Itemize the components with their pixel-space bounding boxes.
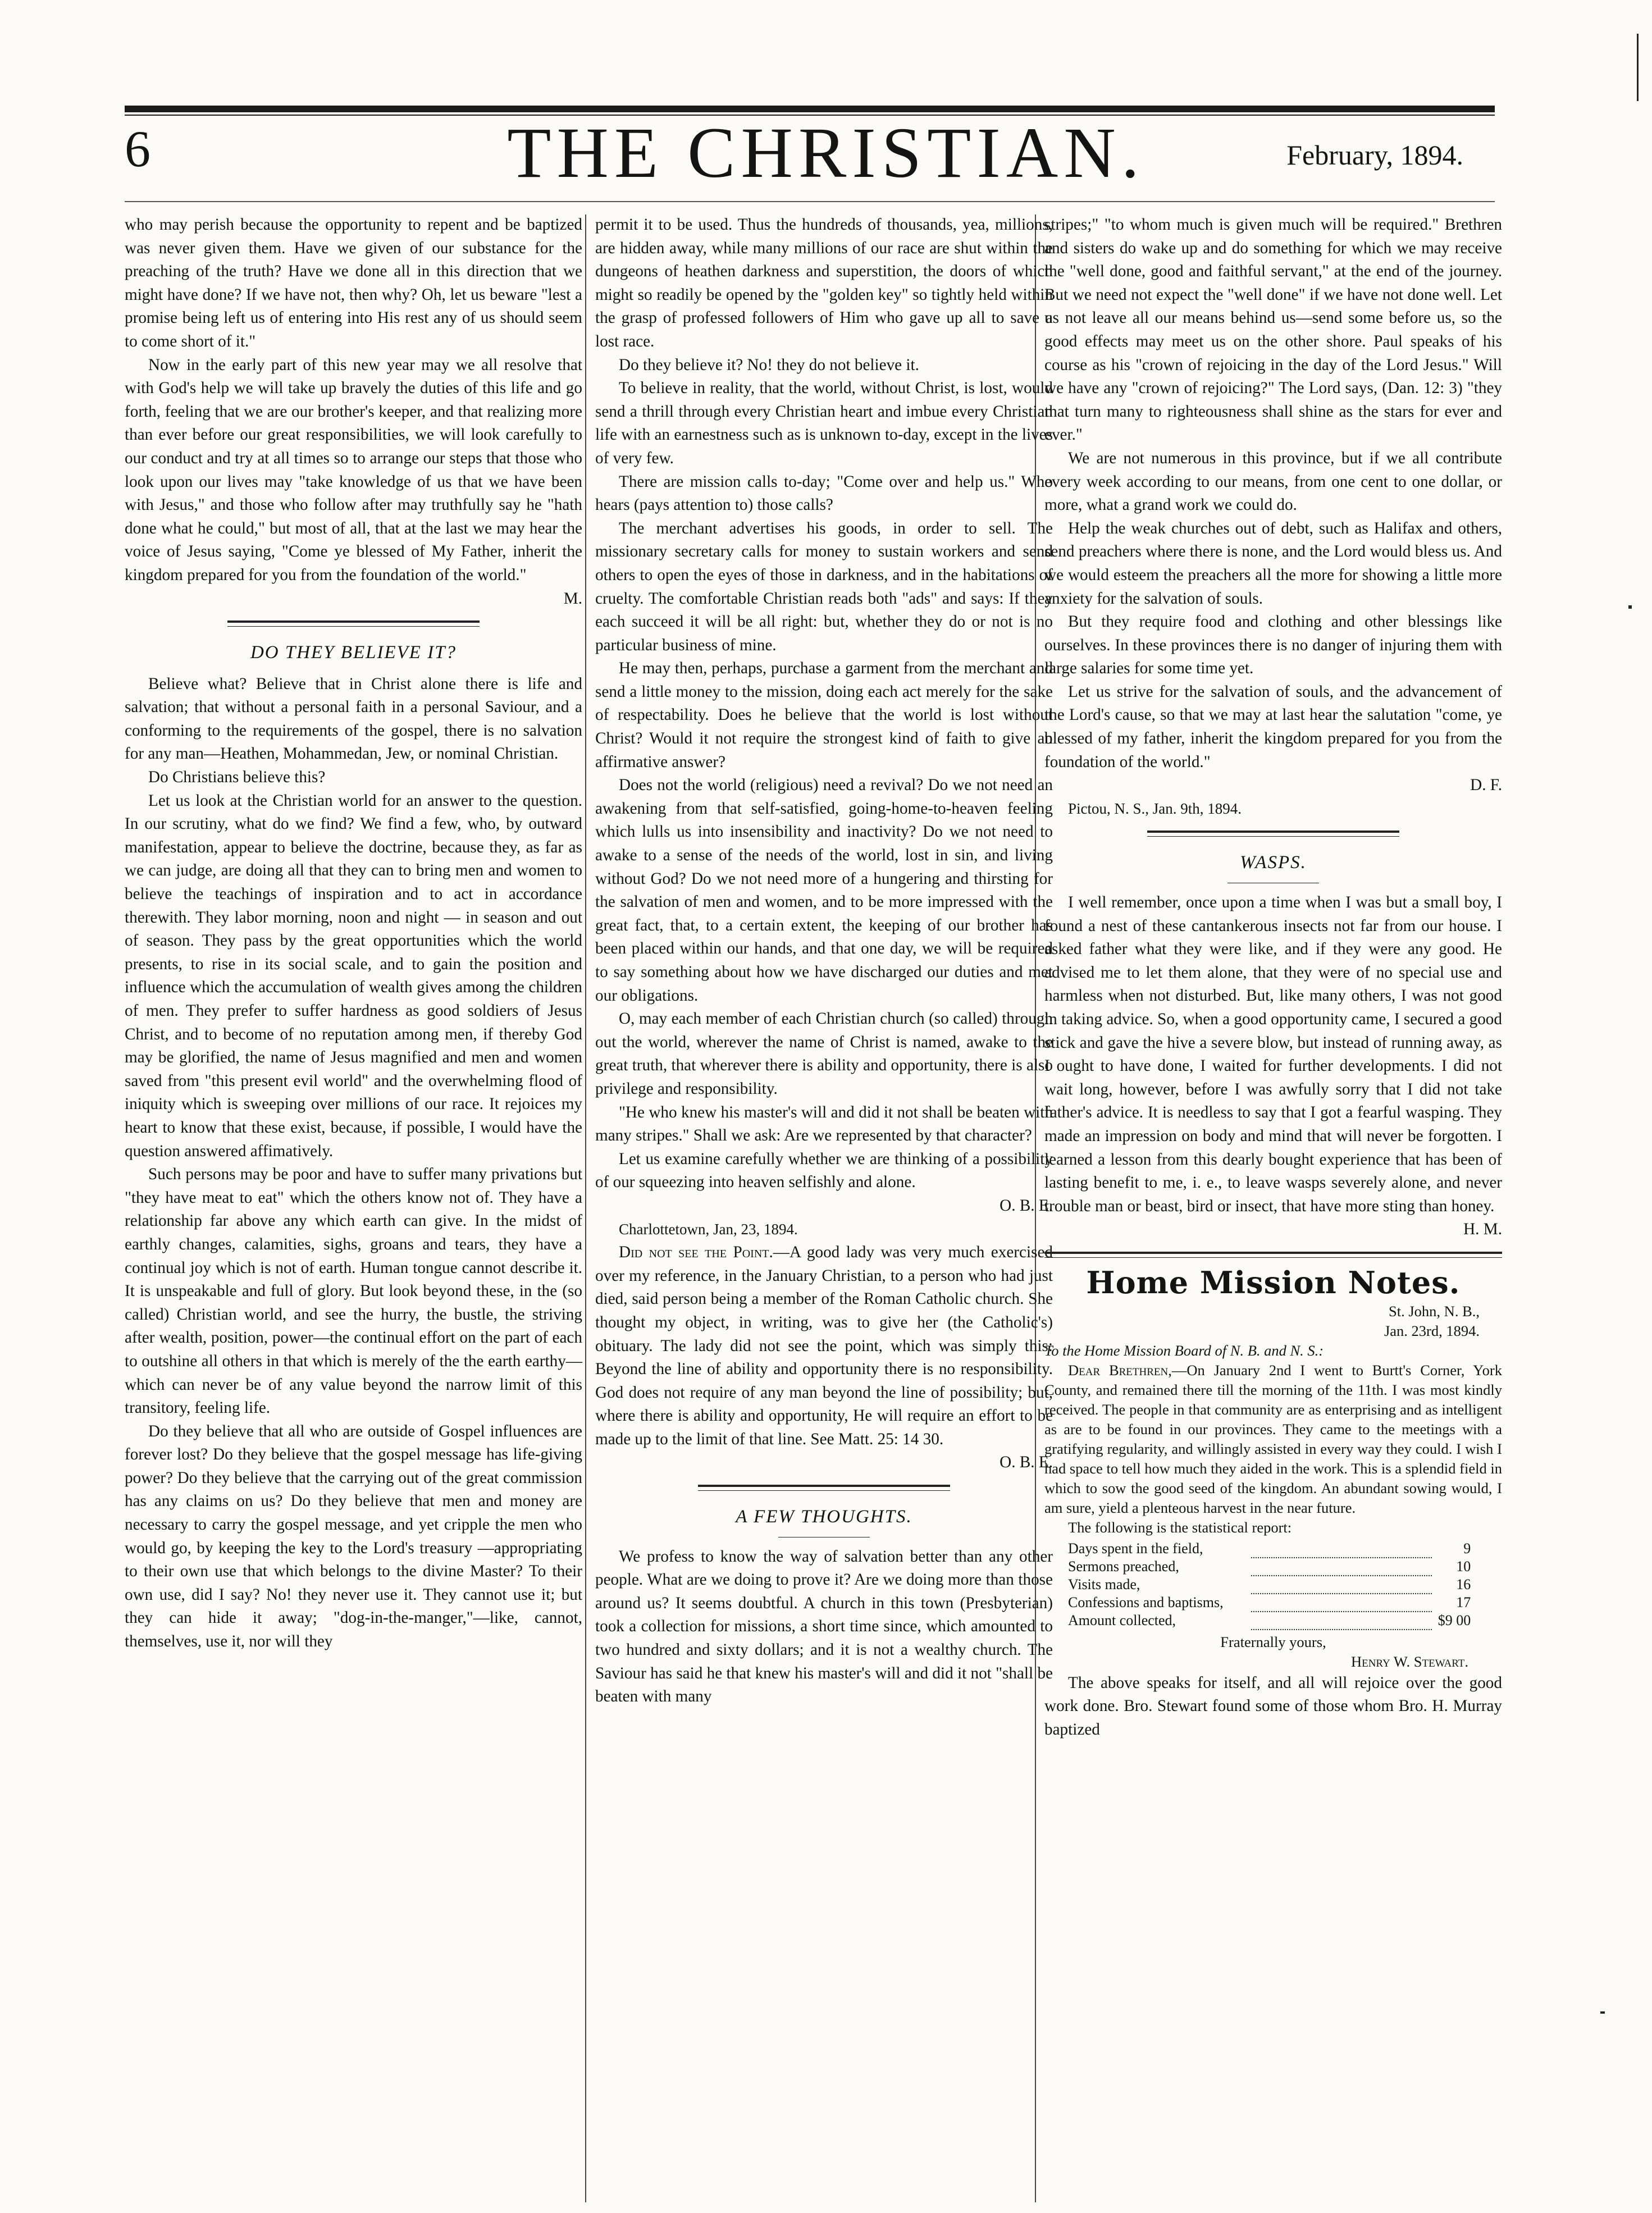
paragraph: Do Christians believe this?: [148, 768, 326, 787]
margin-mark: [1637, 34, 1639, 101]
newspaper-title: THE CHRISTIAN.: [507, 113, 1145, 193]
column-3: [1044, 213, 1502, 1741]
table-row: [1068, 1576, 1471, 1594]
stat-value: 9: [1463, 1540, 1471, 1557]
lead-in: Did not see the Point.: [619, 1243, 773, 1262]
stat-value: $9 00: [1437, 1612, 1471, 1628]
paragraph: He may then, perhaps, purchase a garment from the merchant and send a little money to the mission, doing each act merely for the sake of respectability. Does he believe that the world is lost without Christ? Would it not require the strongest kind of faith to give an affirmative answer?: [595, 659, 1053, 771]
paragraph: Do they believe it? No! they do not believe it.: [619, 355, 919, 374]
statistical-report-table: [1068, 1540, 1471, 1630]
stat-label: Visits made,: [1068, 1576, 1140, 1593]
margin-mark: [1600, 2011, 1605, 2014]
masthead: [0, 115, 1652, 199]
letter-text: —On January 2nd I went to Burtt's Corner, York County, and remained there till the morning of the 11th. I was most kindly received. The people in that community are as enterprising and as intelligent as are to be found in our provinces. They came to the meetings with a gratifying regularity, and willingly assisted in every way they could. I wish I had space to tell how much they aided in the work. This is a splendid field in which to sow the good seed of the kingdom. An abundant sowing would, I am sure, yield a plenteous harvest in the near future.: [1044, 1361, 1502, 1516]
article-heading: WASPS.: [1240, 852, 1307, 873]
stat-label: Amount collected,: [1068, 1612, 1176, 1628]
masthead-under-rule: [125, 201, 1495, 202]
paragraph: who may perish because the opportunity to repent and be baptized was never given them. Have we given of our substance for the preaching of the truth? Have we done all in this direction that we might have done? If we have not, then why? Oh, let us beware "lest a promise being left us of entering into His rest any of us should seem to come short of it.": [125, 216, 582, 350]
signature: M.: [563, 589, 582, 608]
paragraph: Does not the world (religious) need a revival? Do we not need an awakening from that self-satisfied, going-home-to-heaven feeling which lulls us into insensibility and inactivity? Do we not need to awake to a sense of the needs of the world, lost in sin, and living without God? Do we not need more of a hungering and thirsting for the salvation of men and women, and to be more impressed with the great fact, that, to a certain extent, the keeping of our brother has been placed within our hands, and that one day, we will be required to say something about how we have discharged our duties and met our obligations.: [595, 776, 1053, 1005]
signature: D. F.: [1470, 776, 1502, 795]
mission-letter: [1044, 1302, 1502, 1672]
report-intro: The following is the statistical report:: [1068, 1518, 1292, 1536]
paragraph: "He who knew his master's will and did it not shall be beaten with many stripes." Shall we ask: Are we represented by that character?: [595, 1103, 1053, 1145]
leader-dots: [1251, 1558, 1432, 1576]
column-2: [595, 213, 1053, 1709]
paragraph: We profess to know the way of salvation better than any other people. What are we doing to prove it? Are we doing more than those around us? It seems doubtful. A church in this town (Presbyterian) took a collection for missions, a short time since, which amounted to two hundred and sixty dollars; and it is not a wealthy church. The Saviour has said he that knew his master's will and did it not "shall be beaten with many: [595, 1547, 1053, 1706]
top-rule-thick: [125, 106, 1495, 112]
letter-closing: Fraternally yours,: [1220, 1633, 1326, 1650]
signature: H. M.: [1463, 1220, 1502, 1239]
stat-value: 17: [1456, 1594, 1471, 1610]
letter-date: Jan. 23rd, 1894.: [1384, 1322, 1480, 1339]
stat-label: Sermons preached,: [1068, 1558, 1179, 1575]
section-divider: [1147, 831, 1399, 837]
table-row: [1068, 1612, 1471, 1630]
letter-addressee: To the Home Mission Board of N. B. and N. S.:: [1044, 1342, 1324, 1359]
section-heading-home-mission-notes: Home Mission Notes.: [1086, 1264, 1461, 1301]
paragraph-body: —A good lady was very much exercised over my reference, in the January Christian, to a person who had just died, said person being a member of the Roman Catholic church. She thought my object, in writing, was to give her (the Catholic's) obituary. The lady did not see the point, which was simply this: Beyond the line of ability and opportunity there is no responsibility. God does not require of any man beyond the line of possibility; but, where there is ability and opportunity, He will require an effort to be made up to the limit of that line. See Matt. 25: 14 30.: [595, 1243, 1053, 1448]
column-1: [125, 213, 582, 1654]
article-heading: A FEW THOUGHTS.: [736, 1507, 912, 1527]
paragraph: We are not numerous in this province, but if we all contribute every week according to our means, from one cent to one dollar, or more, what a grand work we could do.: [1044, 449, 1502, 514]
section-divider: [227, 620, 479, 627]
dateline: Charlottetown, Jan, 23, 1894.: [619, 1220, 798, 1238]
leader-dots: [1251, 1594, 1432, 1612]
letter-location: St. John, N. B.,: [1389, 1302, 1480, 1320]
paragraph: The merchant advertises his goods, in order to sell. The missionary secretary calls for money to sustain workers and send others to open the eyes of those in darkness, and in the habitations of cruelty. The comfortable Christian reads both "ads" and says: If they each succeed it will be all right: but, whether they do or not is no particular business of mine.: [595, 519, 1053, 654]
paragraph: Let us examine carefully whether we are thinking of a possibility of our squeezing into heaven selfishly and alone.: [595, 1149, 1053, 1192]
margin-mark: [1628, 605, 1632, 609]
column-divider-1: [585, 215, 586, 2202]
stat-label: Confessions and baptisms,: [1068, 1594, 1224, 1610]
stat-value: 16: [1456, 1576, 1471, 1593]
table-row: [1068, 1594, 1471, 1612]
letter-signer: Henry W. Stewart.: [1350, 1653, 1468, 1670]
leader-dots: [1251, 1612, 1432, 1630]
table-row: [1068, 1540, 1471, 1558]
paragraph: O, may each member of each Christian church (so called) through out the world, wherever the name of Christ is named, awake to the great truth, that wherever there is ability and opportunity, there is also privilege and responsibility.: [595, 1010, 1053, 1098]
paragraph: [595, 1241, 1053, 1451]
paragraph: permit it to be used. Thus the hundreds of thousands, yea, millions, are hidden away, while many millions of our race are shut within the dungeons of heathen darkness and superstition, the doors of which might so readily be opened by the "golden key" so tightly held within the grasp of professed followers of Him who gave up all to save a lost race.: [595, 216, 1053, 350]
stat-label: Days spent in the field,: [1068, 1540, 1203, 1557]
paragraph: Now in the early part of this new year may we all resolve that with God's help we will take up bravely the duties of this life and go forth, feeling that we are our brother's keeper, and that realizing more than ever before our great responsibilities, we will look carefully to our conduct and try at all times so to arrange our steps that those who look upon our lives may "take knowledge of us that we have been with Jesus," and those who follow after may truthfully say he "hath done what he could," but most of all, that at the last we may hear the voice of Jesus saying, "Come ye blessed of My Father, inherit the kingdom prepared for you from the foundation of the world.": [125, 355, 582, 584]
paragraph: Do they believe that all who are outside of Gospel influences are forever lost? Do they believe that the gospel message has life-giving power? Do they believe that the carrying out of the great commission has any claims on us? Do they believe that men and money are necessary to carry the gospel message, and yet cripple the men who would go, by keeping the key to the Lord's treasury —appropriating to their own use that which belongs to the divine Master? To their own use, did I say? No! they never use it. They cannot use it; but they can hide it away; "dog-in-the-manger,"—like, cannot, themselves, use it, nor will they: [125, 1422, 582, 1651]
stat-value: 10: [1456, 1558, 1471, 1575]
signature: O. B. E.: [1000, 1196, 1053, 1215]
paragraph: Let us look at the Christian world for an answer to the question. In our scrutiny, what do we find? We find a few, who, by outward manifestation, appear to believe the doctrine, because they, as far as we can judge, are doing all that they can to bring men and women to believe the teachings of inspiration and to act in accordance therewith. They labor morning, noon and night — in season and out of season. They pass by the great opportunities which the world presents, to rise in its social scale, and to gain the position and influence which the accumulation of wealth gives among the children of men. They prefer to suffer hardness as good soldiers of Jesus Christ, and to become of no reputation among men, if thereby God may be glorified, the name of Jesus magnified and men and women saved from "this present evil world" and the overwhelming flood of iniquity which is sweeping over millions of our race. It rejoices my heart to know that these exist, because, if possible, I would have the question answered affimatively.: [125, 791, 582, 1160]
paragraph: Such persons may be poor and have to suffer many privations but "they have meat to eat" which the others know not of. They have a relationship far above any which earth can give. In the midst of earthly changes, calamities, sighs, groans and tears, they have a continual joy which is not of earth. Human tongue cannot describe it. It is unspeakable and full of glory. But look beyond these, in the (so called) Christian world, and see the hurry, the bustle, the striving after wealth, position, power—the continual effort on the part of each to outshine all others in that which is merely of the the earth earthy—which can never be of any value beyond the narrow limit of this transitory, feeling life.: [125, 1165, 582, 1417]
signature: O. B. E.: [1000, 1453, 1053, 1472]
dateline: Pictou, N. S., Jan. 9th, 1894.: [1068, 800, 1242, 817]
page-number: 6: [125, 120, 150, 177]
letter-body: [1044, 1361, 1502, 1518]
issue-date: February, 1894.: [1286, 139, 1463, 171]
paragraph: Let us strive for the salvation of souls, and the advancement of the Lord's cause, so that we may at last hear the salutation "come, ye blessed of my father, inherit the kingdom prepared for you from the foundation of the world.": [1044, 682, 1502, 771]
article-heading: DO THEY BELIEVE IT?: [250, 642, 457, 663]
leader-dots: [1251, 1540, 1432, 1558]
paragraph: I well remember, once upon a time when I was but a small boy, I found a nest of these cantankerous insects not far from our house. I asked father what they were like, and if they were any good. He advised me to let them alone, that they were of no special use and harmless when not disturbed. But, like many others, I was not good in taking advice. So, when a good opportunity came, I secured a good stick and gave the hive a severe blow, but instead of running away, as I ought to have done, I waited for further developments. I did not wait long, however, before I was awfully sorry that I did not take father's advice. It is needless to say that I got a fearful wasping. They made an impression on body and mind that will never be forgotten. I learned a lesson from this dearly bought experience that has been of lasting benefit to me, i. e., to leave wasps severely alone, and never trouble man or beast, bird or insect, that have more sting than honey.: [1044, 893, 1502, 1215]
paragraph: There are mission calls to-day; "Come over and help us." Who hears (pays attention to) those calls?: [595, 472, 1053, 514]
table-row: [1068, 1558, 1471, 1576]
paragraph: Help the weak churches out of debt, such as Halifax and others, send preachers where there is none, and the Lord would bless us. And we would esteem the preachers all the more for showing a little more anxiety for the salvation of souls.: [1044, 519, 1502, 608]
paragraph: But they require food and clothing and other blessings like ourselves. In these provinces there is no danger of injuring them with large salaries for some time yet.: [1044, 613, 1502, 678]
paragraph: Believe what? Believe that in Christ alone there is life and salvation; that without a personal faith in a personal Saviour, and a conforming to the requirements of the gospel, there is no salvation for any man—Heathen, Mohammedan, Jew, or nominal Christian.: [125, 674, 582, 763]
paragraph: stripes;" "to whom much is given much will be required." Brethren and sisters do wake up and do something for which we may receive the "well done, good and faithful servant," at the end of the journey. But we need not expect the "well done" if we have not done well. Let us not leave all our means behind us—send some before us, so the good effects may meet us on the other shore. Paul speaks of his course as his "crown of rejoicing in the day of the Lord Jesus." Will we have any "crown of rejoicing?" The Lord says, (Dan. 12: 3) "they that turn many to righteousness shall shine as the stars for ever and ever.": [1044, 216, 1502, 444]
paragraph: To believe in reality, that the world, without Christ, is lost, would send a thrill through every Christian heart and imbue every Christian life with an earnestness such as is unknown to-day, except in the lives of very few.: [595, 379, 1053, 467]
section-divider: [698, 1485, 950, 1491]
letter-salutation: Dear Brethren,: [1068, 1361, 1172, 1379]
leader-dots: [1251, 1576, 1432, 1594]
paragraph: The above speaks for itself, and all will rejoice over the good work done. Bro. Stewart found some of those whom Bro. H. Murray baptized: [1044, 1673, 1502, 1739]
section-divider: [1044, 1252, 1502, 1258]
